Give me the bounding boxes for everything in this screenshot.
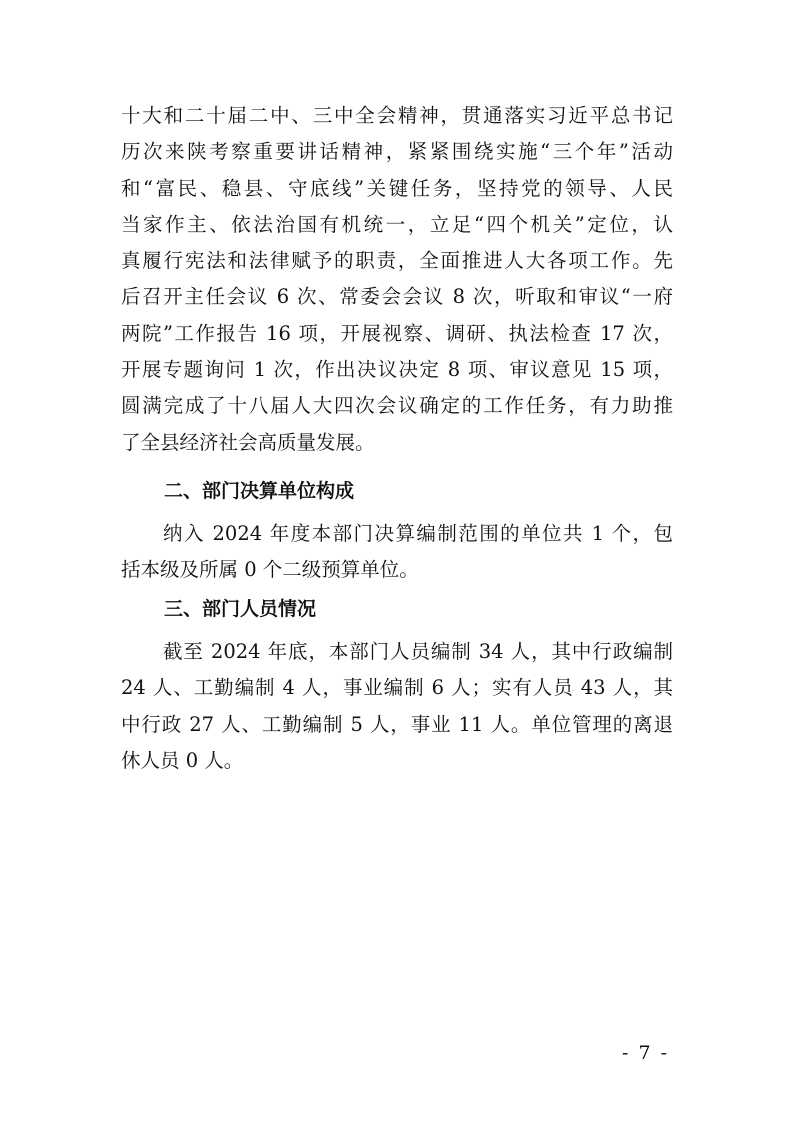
- section-heading-staff-situation: 三、部门人员情况: [164, 598, 317, 620]
- paragraph-line: 历次来陕考察重要讲话精神，紧紧围绕实施“三个年”活动: [121, 140, 673, 164]
- unit-composition-paragraph: [121, 516, 673, 589]
- paragraph-line: 中行政 27 人、工勤编制 5 人，事业 11 人。单位管理的离退: [121, 712, 673, 736]
- page-number: - 7 -: [622, 1042, 670, 1064]
- paragraph-line: 和“富民、稳县、守底线”关键任务，坚持党的领导、人民: [121, 176, 673, 200]
- paragraph-line: 括本级及所属 0 个二级预算单位。: [121, 558, 419, 582]
- paragraph-line: 开展专题询问 1 次，作出决议决定 8 项、审议意见 15 项，: [121, 358, 673, 382]
- paragraph-line: 真履行宪法和法律赋予的职责，全面推进人大各项工作。先: [121, 249, 673, 273]
- intro-paragraph: [121, 98, 673, 461]
- paragraph-line: 纳入 2024 年度本部门决算编制范围的单位共 1 个，包: [163, 522, 673, 545]
- paragraph-line: 后召开主任会议 6 次、常委会会议 8 次，听取和审议“一府: [121, 285, 673, 309]
- paragraph-line: 十大和二十届二中、三中全会精神，贯通落实习近平总书记: [121, 104, 673, 127]
- paragraph-line: 当家作主、依法治国有机统一，立足“四个机关”定位，认: [121, 212, 673, 236]
- paragraph-line: 两院”工作报告 16 项，开展视察、调研、执法检查 17 次，: [121, 321, 673, 345]
- staff-situation-paragraph: [121, 634, 673, 779]
- section-heading-unit-composition: 二、部门决算单位构成: [164, 480, 355, 502]
- paragraph-line: 了全县经济社会高质量发展。: [121, 430, 375, 454]
- paragraph-line: 24 人、工勤编制 4 人，事业编制 6 人；实有人员 43 人，其: [121, 676, 673, 700]
- paragraph-line: 截至 2024 年底，本部门人员编制 34 人，其中行政编制: [163, 640, 673, 663]
- paragraph-line: 休人员 0 人。: [121, 748, 244, 772]
- paragraph-line: 圆满完成了十八届人大四次会议确定的工作任务，有力助推: [121, 394, 673, 418]
